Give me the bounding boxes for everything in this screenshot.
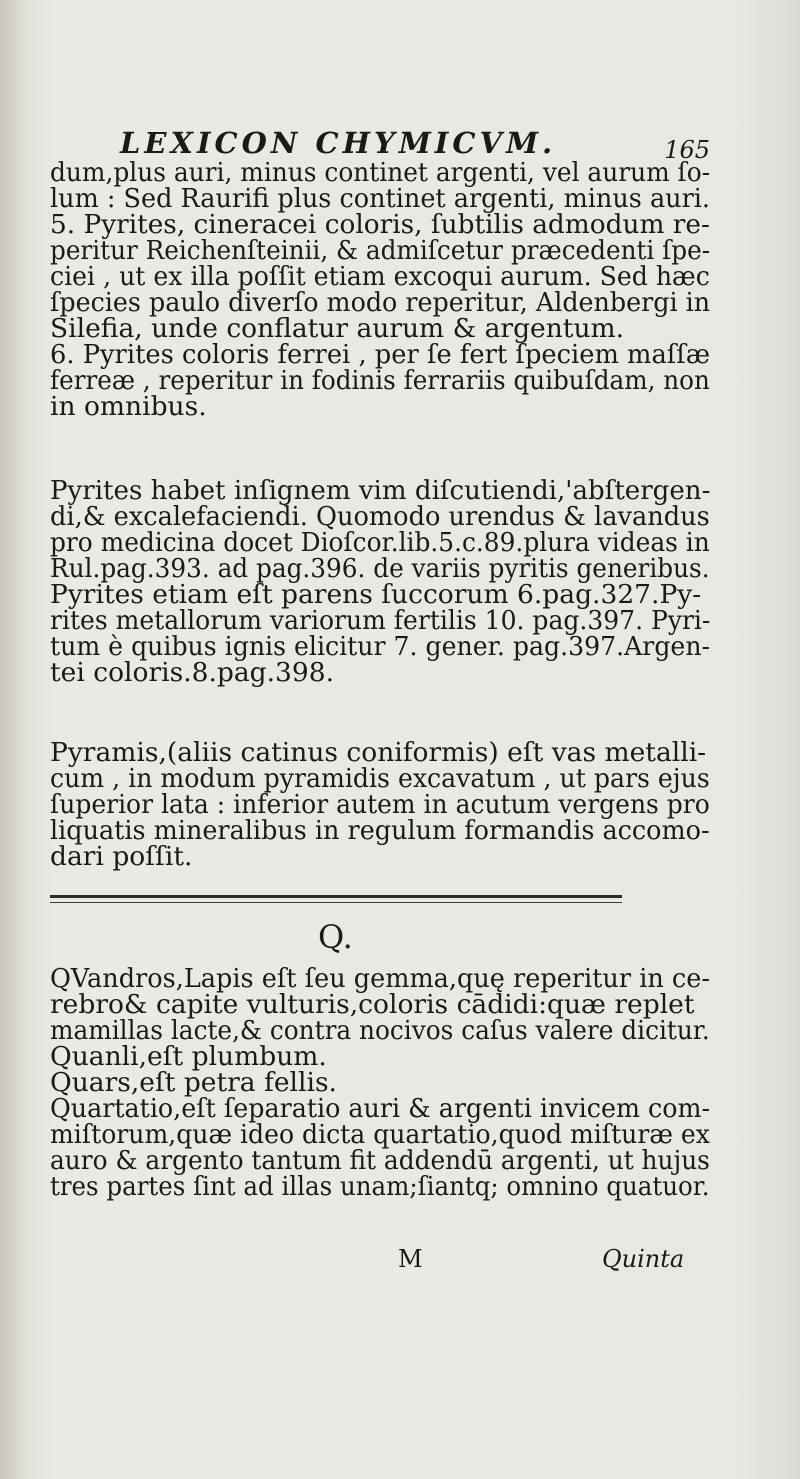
text-line: miſtorum,quæ ideo dicta quartatio,quod miſturæ ex <box>50 1119 710 1150</box>
text-line: QVandros,Lapis eſt ſeu gemma,quę reperitur in ce- <box>50 963 710 994</box>
text-line: Silefia, unde conflatur aurum & argentum. <box>50 313 625 344</box>
text-line: ſuperior lata : inferior autem in acutum vergens pro <box>50 789 710 820</box>
text-line: ciei , ut ex illa poſſit etiam excoqui aurum. Sed hæc <box>50 261 710 292</box>
text-line: Rul.pag.393. ad pag.396. de variis pyritis generibus. <box>50 553 710 584</box>
text-line: tres partes ſint ad illas unam;ſiantq; omnino quatuor. <box>50 1171 710 1202</box>
section-letter: Q. <box>318 918 353 956</box>
text-line: ferreæ , reperitur in fodinis ferrariis quibuſdam, non <box>50 365 710 396</box>
text-line: Pyrites habet inſignem vim diſcutiendi,'abſtergen- <box>50 475 711 506</box>
text-line: peritur Reichenſteinii, & admiſcetur præcedenti ſpe- <box>50 235 711 266</box>
text-line: dum,plus auri, minus continet argenti, vel aurum ſo- <box>50 157 711 188</box>
text-line: 5. Pyrites, cineracei coloris, ſubtilis admodum re- <box>50 209 710 240</box>
text-line: di,& excalefaciendi. Quomodo urendus & lavandus <box>50 501 710 532</box>
text-line: tum è quibus ignis elicitur 7. gener. pag.397.Argen- <box>50 631 711 662</box>
text-line: cum , in modum pyramidis excavatum , ut pars ejus <box>50 763 710 794</box>
text-line: in omnibus. <box>50 391 207 422</box>
entry-pyrites-virtues <box>50 475 711 688</box>
text-line: ſpecies paulo diverſo modo reperitur, Aldenbergi in <box>50 287 711 318</box>
text-line: Quanli,eſt plumbum. <box>50 1041 327 1072</box>
signature-mark: M <box>398 1245 423 1273</box>
text-line: pro medicina docet Dioſcor.lib.5.c.89.plura videas in <box>50 527 710 558</box>
text-line: 6. Pyrites coloris ferrei , per ſe fert ſpeciem maſſæ <box>50 339 710 370</box>
text-line: Pyrites etiam eſt parens ſuccorum 6.pag.327.Py- <box>50 579 702 610</box>
text-line: lum : Sed Raurifi plus continet argenti, minus auri. <box>50 183 711 214</box>
text-line: liquatis mineralibus in regulum formandis accomo- <box>50 815 710 846</box>
text-line: Quars,eſt petra fellis. <box>50 1067 337 1098</box>
divider-rule-thin <box>50 902 622 903</box>
text-line: rebro& capite vulturis,coloris cādidi:quæ replet <box>50 989 695 1020</box>
text-line: dari poſſit. <box>50 841 193 872</box>
text-line: rites metallorum variorum fertilis 10. pag.397. Pyri- <box>50 605 711 636</box>
text-line: Quartatio,eſt ſeparatio auri & argenti invicem com- <box>50 1093 711 1124</box>
page-number: 165 <box>664 136 710 164</box>
entry-pyrites-species <box>50 157 711 422</box>
text-line: Pyramis,(aliis catinus coniformis) eſt vas metalli- <box>50 737 707 768</box>
entries-q <box>50 963 711 1202</box>
divider-rule <box>50 895 622 898</box>
text-line: tei coloris.8.pag.398. <box>50 657 335 688</box>
entry-pyramis <box>50 737 710 872</box>
running-title: LEXICON CHYMICVM. <box>120 126 557 160</box>
text-line: auro & argento tantum fit addendū argenti, ut hujus <box>50 1145 710 1176</box>
text-line: mamillas lacte,& contra nocivos caſus valere dicitur. <box>50 1015 710 1046</box>
catchword: Quinta <box>602 1245 685 1273</box>
